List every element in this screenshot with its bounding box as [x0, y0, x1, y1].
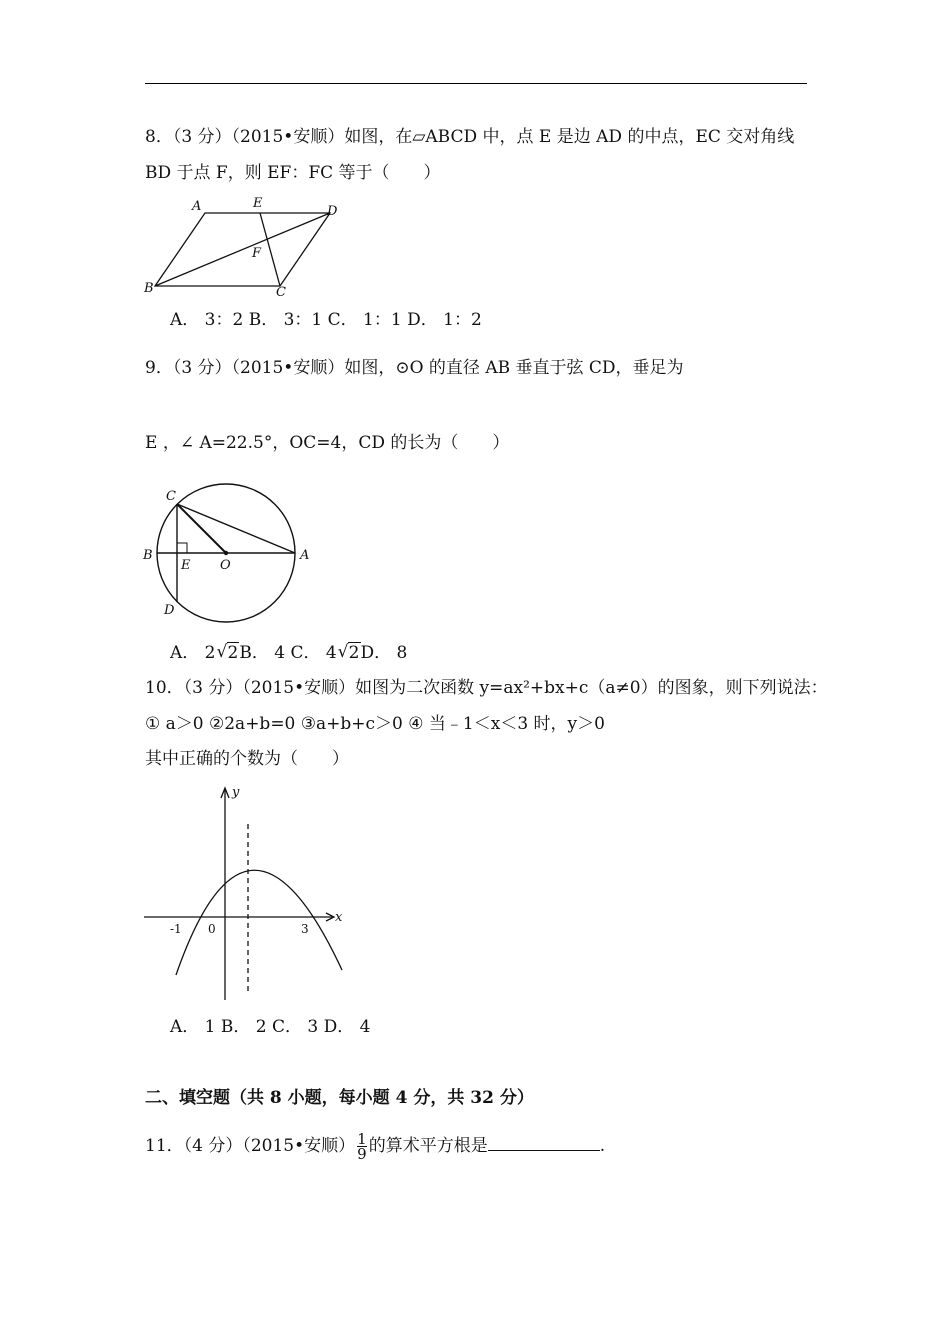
q8-text-line2: BD 于点 F，则 EF：FC 等于（ ）: [145, 163, 441, 183]
label-b: B: [143, 548, 153, 563]
q11-end: .: [599, 1136, 606, 1156]
q9-text-line1: 9．（3 分）（2015•安顺）如图，⊙O 的直径 AB 垂直于弦 CD，垂足为: [145, 358, 684, 378]
q11-prefix: 11．（4 分）（2015•安顺）: [145, 1136, 356, 1156]
q8-text-line1: 8．（3 分）（2015•安顺）如图，在▱ABCD 中，点 E 是边 AD 的中点，EC 交对角线: [145, 127, 795, 147]
answer-blank[interactable]: [488, 1134, 600, 1151]
label-f: F: [252, 246, 262, 261]
sqrt-icon: √ 2: [339, 642, 361, 664]
diagonal-bd: [155, 213, 330, 286]
tick-zero: 0: [208, 922, 216, 936]
label-e: E: [253, 196, 263, 211]
label-c: C: [276, 285, 286, 300]
q8-options: A． 3：2 B． 3：1 C． 1：1 D． 1：2: [170, 310, 482, 330]
label-a: A: [192, 199, 202, 214]
q11-suffix: 的算术平方根是: [368, 1136, 488, 1156]
fraction: $\frac{1}{9}$: [357, 1130, 367, 1163]
segment-co: [177, 504, 226, 553]
segment-ca: [177, 504, 295, 553]
q9-circle-figure: [140, 482, 320, 622]
right-angle-mark: [177, 543, 187, 553]
header-rule: [145, 83, 807, 84]
q10-text-line3: 其中正确的个数为（ ）: [145, 749, 349, 769]
parabola-curve: [176, 870, 342, 975]
q10-text-line2: ① a＞0 ②2a+b=0 ③a+b+c＞0 ④ 当﹣1＜x＜3 时，y＞0: [145, 714, 605, 734]
label-o: O: [220, 558, 231, 573]
q9-option-b-c: B． 4 C． 4: [239, 643, 337, 663]
section2-heading: 二、填空题（共 8 小题，每小题 4 分，共 32 分）: [145, 1088, 534, 1108]
q9-option-a: A． 2: [170, 643, 216, 663]
q9-text-line2: E ，∠ A=22.5°，OC=4，CD 的长为（ ）: [145, 433, 510, 453]
segment-ec: [260, 213, 280, 286]
q10-text-line1: 10．（3 分）（2015•安顺）如图为二次函数 y=ax²+bx+c（a≠0）的图象，则下列说法：: [145, 678, 828, 698]
label-x: x: [335, 910, 343, 925]
tick-neg1: -1: [170, 922, 182, 936]
q11-text: [145, 1128, 605, 1164]
tick-three: 3: [301, 922, 309, 936]
q9-option-d: D． 8: [360, 643, 408, 663]
label-d: D: [164, 603, 175, 618]
label-a: A: [300, 548, 310, 563]
sqrt-icon: √ 2: [218, 642, 240, 664]
q10-options: A． 1 B． 2 C． 3 D． 4: [170, 1017, 371, 1037]
label-d: D: [327, 204, 338, 219]
label-e: E: [181, 558, 191, 573]
label-y: y: [232, 785, 240, 800]
q10-parabola-figure: [140, 780, 350, 1002]
q8-parallelogram-figure: [140, 195, 360, 300]
label-b: B: [144, 281, 154, 296]
q9-options: [170, 642, 407, 664]
label-c: C: [166, 489, 176, 504]
